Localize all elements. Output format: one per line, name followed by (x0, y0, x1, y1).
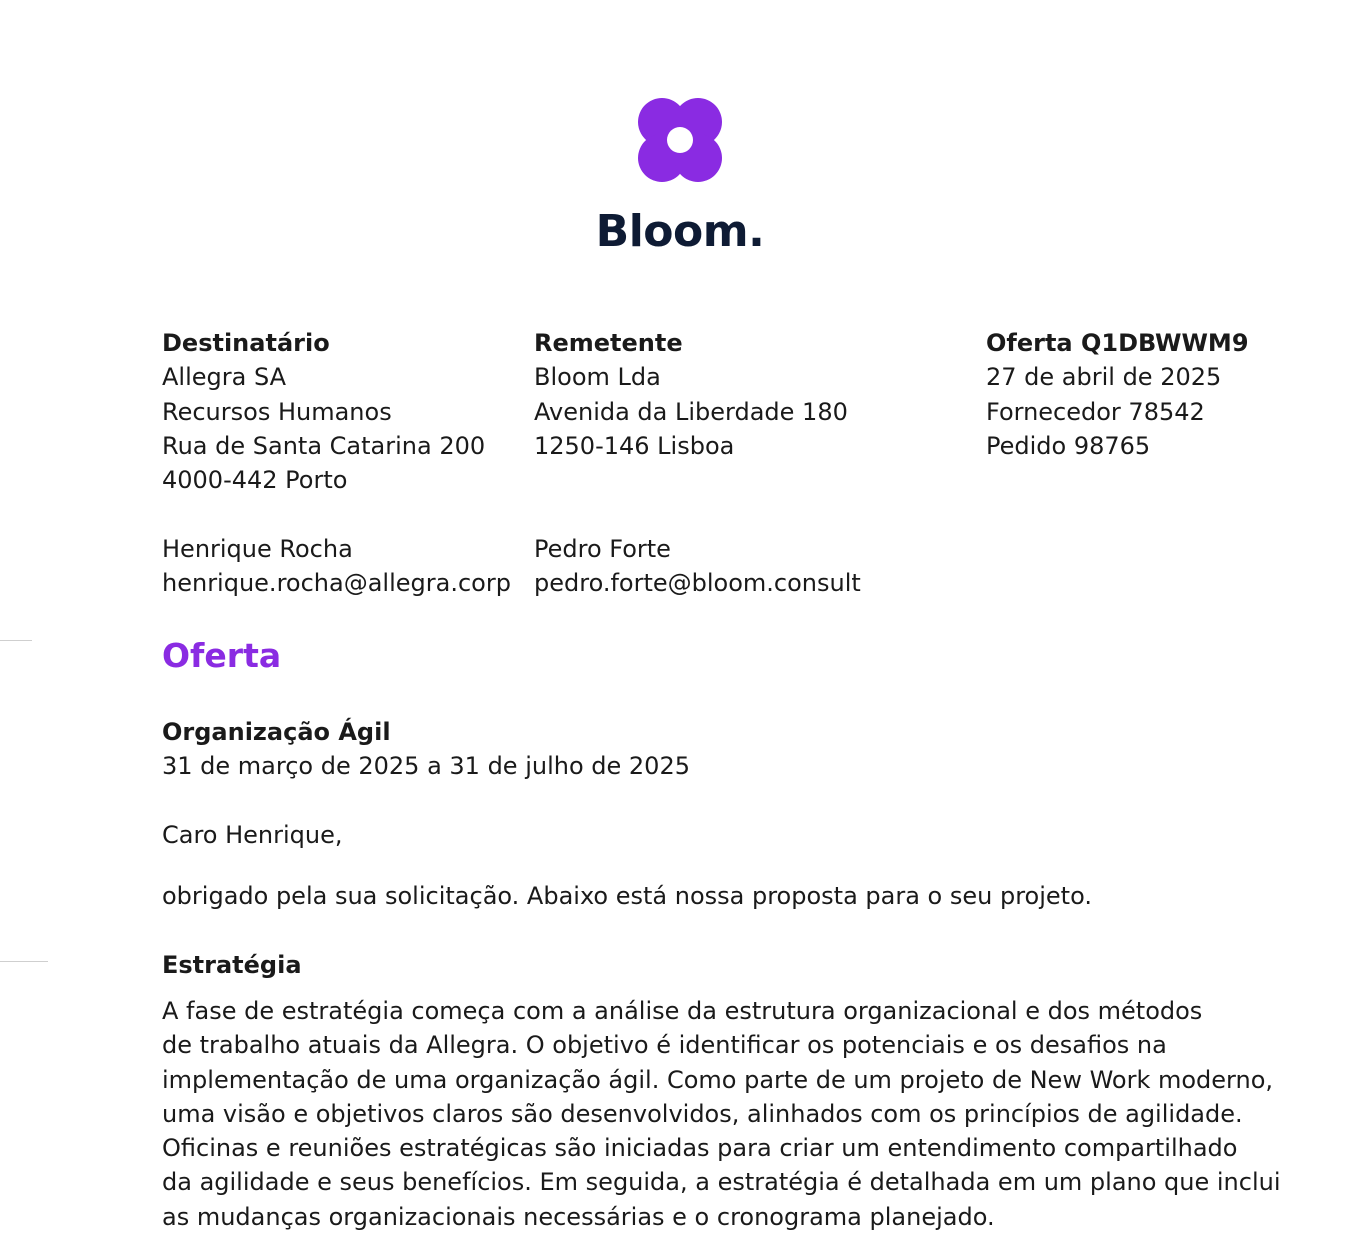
brand-name: Bloom. (595, 206, 765, 257)
strategy-line: implementação de uma organização ágil. Como parte de um projeto de New Work moderno, (162, 1065, 1274, 1094)
sender-contact-name: Pedro Forte (534, 534, 671, 563)
salutation: Caro Henrique, (162, 821, 343, 849)
logo (0, 96, 1360, 188)
flower-icon (636, 96, 724, 184)
sender-city: 1250-146 Lisboa (534, 431, 735, 460)
sender-company: Bloom Lda (534, 363, 661, 392)
recipient-city: 4000-442 Porto (162, 466, 348, 495)
fold-mark (0, 961, 48, 962)
project-block (162, 715, 690, 784)
intro-paragraph: obrigado pela sua solicitação. Abaixo está nossa proposta para o seu projeto. (162, 882, 1092, 910)
sender-street: Avenida da Liberdade 180 (534, 397, 848, 426)
strategy-heading: Estratégia (162, 951, 302, 979)
sender-heading: Remetente (534, 329, 683, 357)
offer-number: Oferta Q1DBWWM9 (986, 329, 1249, 357)
project-name: Organização Ágil (162, 718, 391, 746)
offer-info-block (986, 326, 1249, 463)
recipient-street: Rua de Santa Catarina 200 (162, 431, 486, 460)
strategy-line: A fase de estratégia começa com a análise da estrutura organizacional e dos métodos (162, 997, 1203, 1025)
recipient-email-link[interactable]: henrique.rocha@allegra.corp (162, 569, 511, 598)
strategy-line: Oficinas e reuniões estratégicas são iniciadas para criar um entendimento compartilhado (162, 1134, 1238, 1163)
strategy-line: uma visão e objetivos claros são desenvolvidos, alinhados com os princípios de agilidade. (162, 1099, 1243, 1128)
strategy-line: da agilidade e seus benefícios. Em seguida, a estratégia é detalhada em um plano que inclui (162, 1168, 1281, 1197)
sender-block (534, 326, 861, 600)
offer-date: 27 de abril de 2025 (986, 363, 1222, 392)
recipient-block (162, 326, 511, 600)
fold-mark (0, 640, 32, 641)
section-title: Oferta (162, 636, 282, 675)
order-number: Pedido 98765 (986, 431, 1151, 460)
recipient-company: Allegra SA (162, 363, 287, 392)
strategy-line: de trabalho atuais da Allegra. O objetivo é identificar os potenciais e os desafios na (162, 1031, 1167, 1060)
strategy-line: as mudanças organizacionais necessárias e o cronograma planejado. (162, 1202, 995, 1231)
recipient-department: Recursos Humanos (162, 397, 392, 426)
sender-email-link[interactable]: pedro.forte@bloom.consult (534, 569, 861, 598)
strategy-paragraph (162, 994, 1281, 1234)
recipient-contact-name: Henrique Rocha (162, 534, 353, 563)
project-period: 31 de março de 2025 a 31 de julho de 2025 (162, 752, 690, 781)
supplier-number: Fornecedor 78542 (986, 397, 1205, 426)
recipient-heading: Destinatário (162, 329, 330, 357)
